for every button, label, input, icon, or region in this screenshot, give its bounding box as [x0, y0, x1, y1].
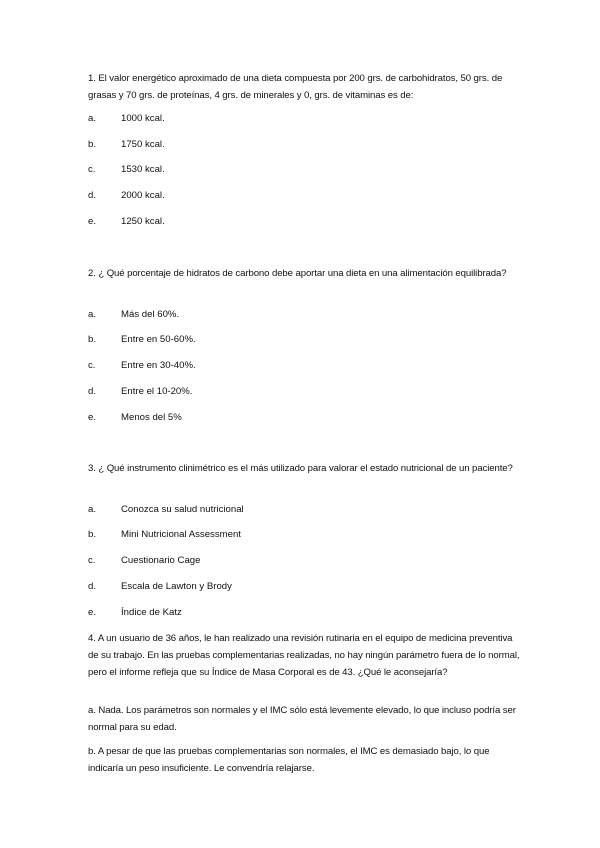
- option-text: 1750 kcal.: [121, 139, 165, 150]
- option-letter: e.: [88, 216, 97, 227]
- option-letter: e.: [88, 607, 97, 618]
- option-letter: d.: [88, 581, 97, 592]
- q4-answer-b: b. A pesar de que las pruebas complementarias son normales, el IMC es demasiado bajo, lo que indicaría un peso insuficiente. Le convendría relajarse.: [88, 746, 490, 774]
- option-text: Entre en 30-40%.: [121, 360, 196, 371]
- option-text: Conozca su salud nutricional: [121, 504, 244, 515]
- option-letter: d.: [88, 386, 97, 397]
- option-text: Índice de Katz: [121, 607, 182, 618]
- option-letter: b.: [88, 529, 97, 540]
- option-letter: c.: [88, 555, 96, 566]
- option-text: Escala de Lawton y Brody: [121, 581, 232, 592]
- option-letter: c.: [88, 164, 96, 175]
- option-letter: a.: [88, 113, 97, 124]
- option-letter: c.: [88, 360, 96, 371]
- option-text: 2000 kcal.: [121, 190, 165, 201]
- option-text: Cuestionario Cage: [121, 555, 201, 566]
- option-text: Menos del 5%: [121, 412, 182, 423]
- option-text: Entre el 10-20%.: [121, 386, 193, 397]
- option-letter: a.: [88, 504, 97, 515]
- option-letter: d.: [88, 190, 97, 201]
- option-text: Entre en 50-60%.: [121, 334, 196, 345]
- question-2-text: 2. ¿ Qué porcentaje de hidratos de carbono debe aportar una dieta en una alimentación equilibrada?: [88, 268, 507, 279]
- question-1-text: 1. El valor energético aproximado de una dieta compuesta por 200 grs. de carbohidratos, 50 grs. de grasas y 70 grs. de proteínas, 4 grs. de minerales y 0, grs. de vitaminas es de:: [88, 73, 503, 101]
- option-letter: a.: [88, 309, 97, 320]
- option-text: 1530 kcal.: [121, 164, 165, 175]
- option-letter: e.: [88, 412, 97, 423]
- option-letter: b.: [88, 334, 97, 345]
- q4-answer-a: a. Nada. Los parámetros son normales y el IMC sólo está levemente elevado, lo que incluso podría ser normal para su edad.: [88, 705, 516, 733]
- option-text: Mini Nutricional Assessment: [121, 529, 241, 540]
- option-text: Más del 60%.: [121, 309, 180, 320]
- option-text: 1250 kcal.: [121, 216, 165, 227]
- option-letter: b.: [88, 139, 97, 150]
- question-4-text: 4. A un usuario de 36 años, le han realizado una revisión rutinaria en el equipo de medicina preventiva de su trabajo. En las pruebas complementarias realizadas, no hay ningún parámetro fuera de lo normal, pero el informe refleja que su Índice de Masa Corporal es de 43. ¿Qué le aconsejaría?: [88, 633, 520, 678]
- option-text: 1000 kcal.: [121, 113, 165, 124]
- question-3-text: 3. ¿ Qué instrumento clinimétrico es el más utilizado para valorar el estado nutricional de un paciente?: [88, 463, 513, 474]
